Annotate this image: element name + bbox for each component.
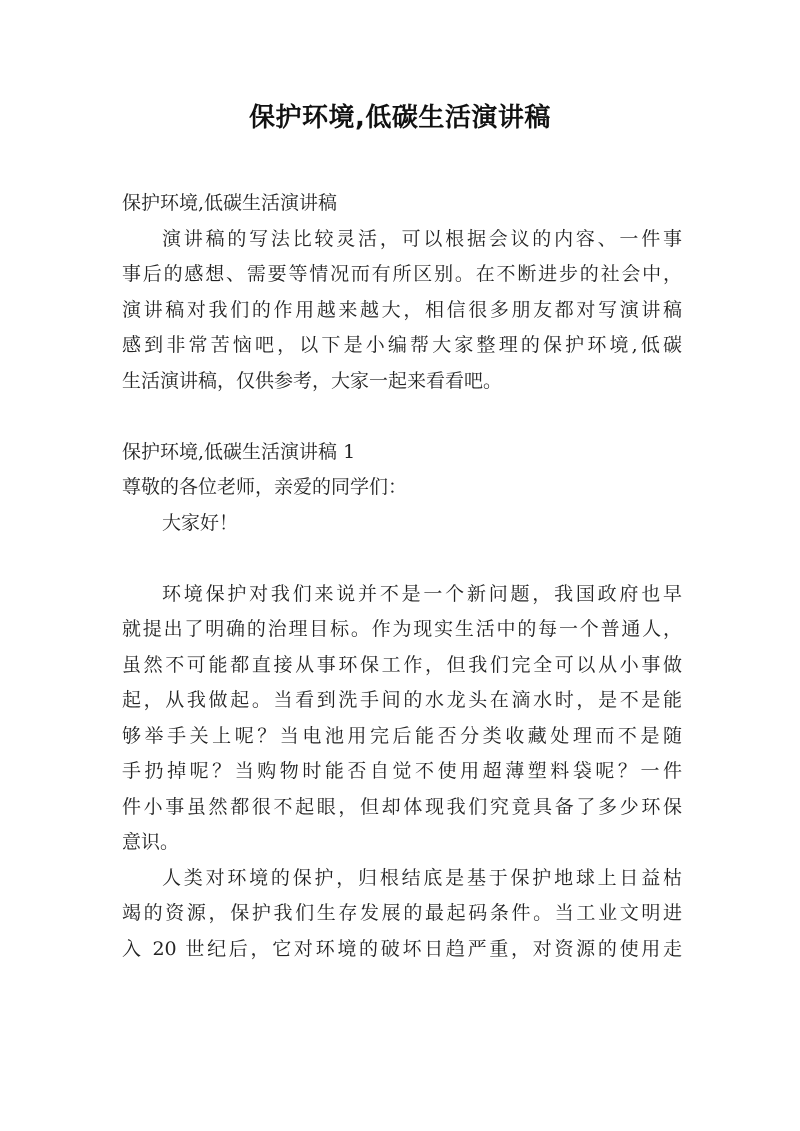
document-title: 保护环境,低碳生活演讲稿 [249,103,551,133]
intro-line: 演讲稿的写法比较灵活，可以根据会议的内容、一件事 [162,227,682,250]
section-heading: 保护环境,低碳生活演讲稿 1 [122,440,356,463]
paragraph-line: 虽然不可能都直接从事环保工作，但我们完全可以从小事做 [122,653,682,676]
paragraph-line: 竭的资源，保护我们生存发展的最起码条件。当工业文明进 [122,902,682,924]
paragraph-line: 就提出了明确的治理目标。作为现实生活中的每一个普通人， [122,618,682,640]
paragraph-line: 环境保护对我们来说并不是一个新问题，我国政府也早 [162,582,682,605]
paragraph-line: 手扔掉呢？当购物时能否自觉不使用超薄塑料袋呢？一件 [122,760,682,782]
blank-line [122,541,682,577]
greeting: 大家好！ [162,511,239,534]
paragraph-line: 件小事虽然都很不起眼，但却体现我们究竟具备了多少环保 [122,795,682,818]
intro-line: 演讲稿对我们的作用越来越大，相信很多朋友都对写演讲稿 [122,298,682,321]
salutation: 尊敬的各位老师，亲爱的同学们： [122,476,408,498]
paragraph-line: 入 20 世纪后，它对环境的破坏日趋严重，对资源的使用走 [122,937,682,960]
paragraph-line: 起，从我做起。当看到洗手间的水龙头在滴水时，是不是能 [122,689,682,711]
paragraph-line: 意识。 [122,831,180,853]
intro-line: 事后的感想、需要等情况而有所区别。在不断进步的社会中， [122,263,682,285]
intro-line: 感到非常苦恼吧，以下是小编帮大家整理的保护环境,低碳 [122,334,682,356]
paragraph-line: 够举手关上呢？当电池用完后能否分类收藏处理而不是随 [122,724,682,747]
intro-heading: 保护环境,低碳生活演讲稿 [122,192,338,214]
intro-line: 生活演讲稿，仅供参考，大家一起来看看吧。 [122,369,503,392]
paragraph-line: 人类对环境的保护，归根结底是基于保护地球上日益枯 [162,866,682,889]
blank-line [122,399,682,435]
document-body [122,186,682,967]
